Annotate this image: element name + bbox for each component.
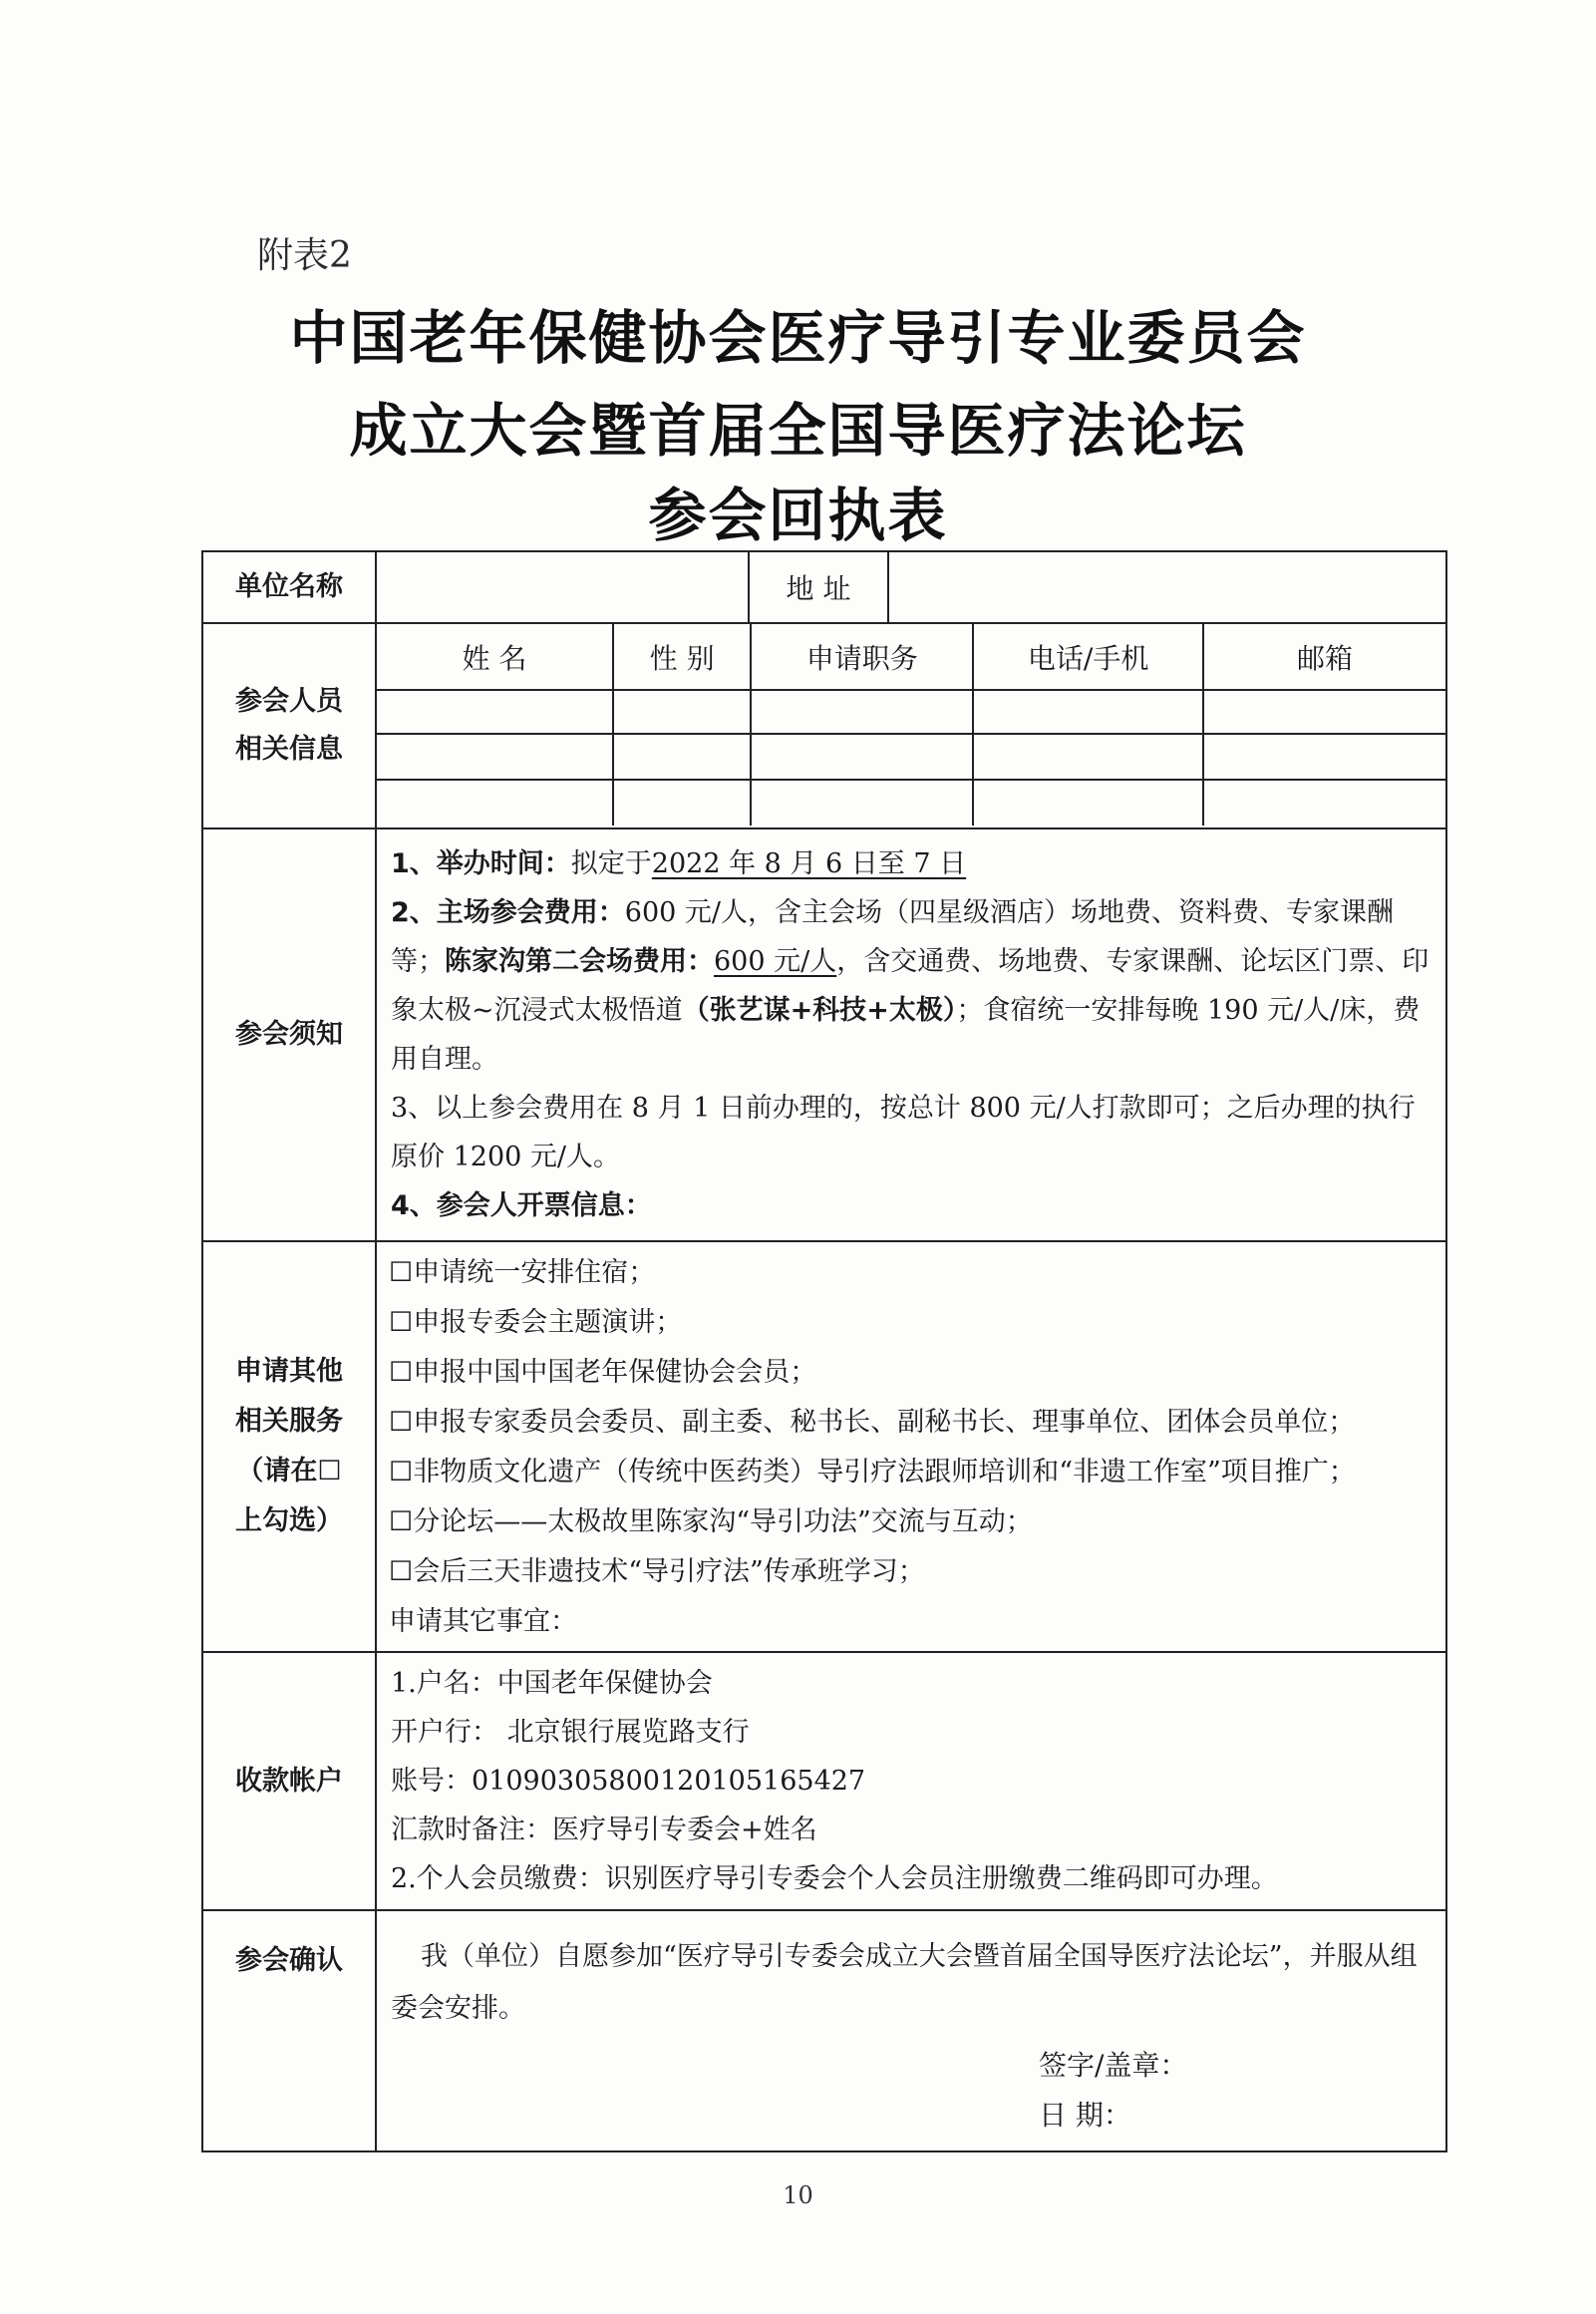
account-holder: 1.户名：中国老年保健协会 bbox=[391, 1668, 713, 1699]
address-field[interactable] bbox=[888, 551, 1446, 623]
service-class-option[interactable]: ☐会后三天非遗技术“导引疗法”传承班学习； bbox=[389, 1556, 925, 1587]
attendee-email-field[interactable] bbox=[1203, 780, 1445, 826]
title-line-1: 中国老年保健协会医疗导引专业委员会 bbox=[289, 304, 1307, 372]
unit-name-label: 单位名称 bbox=[202, 551, 376, 623]
note-1-text: 拟定于 bbox=[570, 848, 652, 879]
note-3: 3、以上参会费用在 8 月 1 日前办理的，按总计 800 元/人打款即可；之后办理的执行原价 1200 元/人。 bbox=[391, 1093, 1416, 1172]
services-label bbox=[202, 1241, 376, 1652]
account-row bbox=[202, 1652, 1446, 1910]
form-title: 参会回执表 bbox=[648, 482, 948, 549]
col-gender: 性 别 bbox=[613, 624, 752, 690]
date-field[interactable]: 日 期： bbox=[1039, 2099, 1131, 2132]
services-label-line-2: 相关服务 bbox=[235, 1406, 343, 1437]
col-position: 申请职务 bbox=[751, 624, 973, 690]
service-membership-option[interactable]: ☐申报中国中国老年保健协会会员； bbox=[389, 1357, 817, 1388]
attendee-entry-row bbox=[377, 780, 1445, 826]
account-details bbox=[376, 1652, 1446, 1910]
notes-row bbox=[202, 828, 1446, 1241]
note-2-text-c: ；食宿统一安排每晚 190 元/人/床，费用自理。 bbox=[391, 995, 1421, 1075]
services-label-line-1: 申请其他 bbox=[235, 1356, 343, 1387]
confirm-statement: 我（单位）自愿参加“医疗导引专委会成立大会暨首届全国导医疗法论坛”，并服从组委会安排。 bbox=[391, 1941, 1418, 2024]
confirm-content bbox=[376, 1910, 1446, 2151]
col-email: 邮箱 bbox=[1203, 624, 1445, 690]
note-2 bbox=[391, 888, 1434, 1084]
attendee-label-line-1: 参会人员 bbox=[235, 686, 343, 717]
member-payment-note: 2.个人会员缴费：识别医疗导引专委会个人会员注册缴费二维码即可办理。 bbox=[391, 1863, 1278, 1894]
service-other-label: 申请其它事宜： bbox=[389, 1606, 577, 1637]
attendee-name-field[interactable] bbox=[377, 780, 613, 826]
note-1-date: 2022 年 8 月 6 日至 7 日 bbox=[651, 848, 967, 879]
note-1 bbox=[391, 839, 1434, 888]
attendee-name-field[interactable] bbox=[377, 734, 613, 780]
page-number: 10 bbox=[783, 2181, 813, 2209]
unit-name-field[interactable] bbox=[376, 551, 749, 623]
attendee-position-field[interactable] bbox=[751, 690, 973, 734]
attendee-entry-row bbox=[377, 690, 1445, 734]
note-1-heading: 1、举办时间： bbox=[391, 848, 571, 879]
note-2-fee: 600 元/人 bbox=[714, 946, 837, 977]
notes-label: 参会须知 bbox=[202, 828, 376, 1241]
note-2-second-venue: 陈家沟第二会场费用： bbox=[445, 946, 714, 977]
attendee-phone-field[interactable] bbox=[973, 734, 1203, 780]
account-label: 收款帐户 bbox=[202, 1652, 376, 1910]
attendee-entry-row bbox=[377, 734, 1445, 780]
confirm-row bbox=[202, 1910, 1446, 2151]
attendee-label-line-2: 相关信息 bbox=[235, 734, 343, 765]
account-remark: 汇款时备注：医疗导引专委会+姓名 bbox=[391, 1815, 817, 1845]
services-label-line-4: 上勾选） bbox=[235, 1505, 343, 1536]
address-label: 地 址 bbox=[749, 551, 888, 623]
attendee-position-field[interactable] bbox=[751, 780, 973, 826]
attendee-grid bbox=[377, 624, 1445, 826]
attendee-grid-cell bbox=[376, 623, 1446, 828]
attendee-name-field[interactable] bbox=[377, 690, 613, 734]
attendee-gender-field[interactable] bbox=[613, 734, 752, 780]
unit-row bbox=[202, 551, 1446, 623]
service-heritage-training-option[interactable]: ☐非物质文化遗产（传统中医药类）导引疗法跟师培训和“非遗工作室”项目推广； bbox=[389, 1457, 1356, 1488]
attendee-position-field[interactable] bbox=[751, 734, 973, 780]
attendee-phone-field[interactable] bbox=[973, 690, 1203, 734]
service-accommodation-option[interactable]: ☐申请统一安排住宿； bbox=[389, 1257, 656, 1288]
attendee-email-field[interactable] bbox=[1203, 734, 1445, 780]
attendee-email-field[interactable] bbox=[1203, 690, 1445, 734]
appendix-label: 附表2 bbox=[257, 235, 352, 276]
col-name: 姓 名 bbox=[377, 624, 613, 690]
account-number: 账号：01090305800120105165427 bbox=[391, 1766, 866, 1797]
col-phone: 电话/手机 bbox=[973, 624, 1203, 690]
note-4: 4、参会人开票信息： bbox=[391, 1190, 652, 1221]
registration-form bbox=[201, 550, 1447, 2152]
note-2-text-b: ，含交通费、场地费、专家课酬、论坛区门票、印象太极~沉浸式太极悟道 bbox=[391, 946, 1430, 1026]
account-bank: 开户行： 北京银行展览路支行 bbox=[391, 1717, 750, 1748]
attendee-phone-field[interactable] bbox=[973, 780, 1203, 826]
note-2-text-a: 600 元/人，含主会场（四星级酒店）场地费、资料费、专家课酬等； bbox=[391, 897, 1395, 977]
attendee-row bbox=[202, 623, 1446, 828]
attendee-header-row bbox=[377, 624, 1445, 690]
signature-field[interactable]: 签字/盖章： bbox=[1039, 2049, 1188, 2082]
service-keynote-option[interactable]: ☐申报专委会主题演讲； bbox=[389, 1307, 683, 1338]
notes-content bbox=[376, 828, 1446, 1241]
title-line-2: 成立大会暨首届全国导医疗法论坛 bbox=[349, 397, 1247, 465]
note-2-highlight: （张艺谋+科技+太极） bbox=[682, 995, 957, 1026]
attendee-gender-field[interactable] bbox=[613, 690, 752, 734]
services-list bbox=[376, 1241, 1446, 1652]
service-subforum-option[interactable]: ☐分论坛——太极故里陈家沟“导引功法”交流与互动； bbox=[389, 1506, 1033, 1537]
services-row bbox=[202, 1241, 1446, 1652]
confirm-label: 参会确认 bbox=[202, 1910, 376, 2151]
note-2-heading: 2、主场参会费用： bbox=[391, 897, 625, 928]
services-label-line-3: （请在☐ bbox=[236, 1456, 342, 1487]
attendee-info-label bbox=[202, 623, 376, 828]
attendee-gender-field[interactable] bbox=[613, 780, 752, 826]
service-committee-option[interactable]: ☐申报专家委员会委员、副主委、秘书长、副秘书长、理事单位、团体会员单位； bbox=[389, 1407, 1356, 1438]
